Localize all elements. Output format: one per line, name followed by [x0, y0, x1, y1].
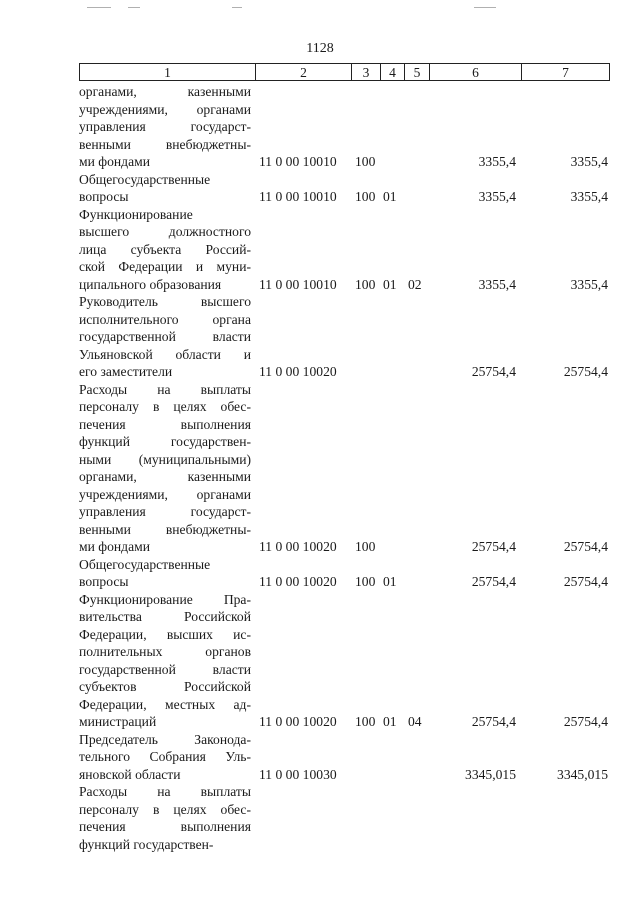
table-header	[79, 63, 610, 81]
expense-name-line: ми фондами	[79, 539, 150, 554]
expense-name-line: высшего должностного	[79, 224, 251, 239]
table-row	[79, 171, 610, 206]
expense-name-line: функций государствен-	[79, 434, 251, 449]
table-row	[79, 731, 610, 784]
expense-name-line: вопросы	[79, 189, 129, 204]
expense-name-line: учреждениями, органами	[79, 486, 251, 502]
expense-name-line: Ульяновской области и	[79, 346, 251, 362]
expense-name	[79, 783, 251, 853]
expense-name	[79, 171, 251, 206]
expense-name-line: полнительных органов	[79, 644, 251, 659]
amount-year-2: 3355,4	[570, 276, 608, 292]
target-article-code: 11 0 00 10010	[259, 189, 337, 204]
amount-year-1: 25754,4	[471, 714, 516, 729]
expense-name	[79, 591, 251, 731]
amount-year-2: 25754,4	[563, 364, 608, 379]
expense-name-line: вительства Российской	[79, 609, 251, 624]
amount-year-2: 25754,4	[563, 574, 608, 589]
expense-type-code: 100	[355, 714, 376, 729]
amount-year-1: 3345,015	[465, 766, 516, 782]
expense-name-line: Расходы на выплаты	[79, 381, 251, 397]
expense-name-line: персоналу в целях обес-	[79, 399, 251, 414]
page-number: 1128	[306, 41, 334, 56]
expense-name-line: печения выполнения	[79, 819, 251, 834]
expense-name-line: Общегосударственные	[79, 171, 211, 187]
amount-year-1: 25754,4	[471, 539, 516, 554]
expense-name-line: ными (муниципальными)	[79, 451, 251, 467]
header-col-4: 4	[381, 64, 405, 80]
section-code: 01	[383, 574, 397, 589]
expense-name-line: Федерации, высших ис-	[79, 626, 251, 642]
section-code: 01	[383, 714, 397, 729]
target-article-code: 11 0 00 10020	[259, 714, 337, 729]
expense-name	[79, 293, 251, 381]
amount-year-1: 3355,4	[478, 154, 516, 169]
scan-artifact	[232, 7, 242, 8]
expense-type-code: 100	[355, 574, 376, 589]
expense-type-code: 100	[355, 276, 376, 292]
expense-name-line: государственной власти	[79, 329, 251, 344]
expense-name	[79, 206, 251, 294]
table-row	[79, 206, 610, 294]
expense-name-line: исполнительного органа	[79, 311, 251, 327]
expense-name-line: тельного Собрания Уль-	[79, 749, 251, 764]
table-row	[79, 556, 610, 591]
expense-name-line: ской Федерации и муни-	[79, 259, 251, 274]
expense-name-line: Функционирование	[79, 206, 193, 222]
expense-name-line: функций государствен-	[79, 836, 214, 852]
target-article-code: 11 0 00 10020	[259, 574, 337, 589]
table-row	[79, 293, 610, 381]
amount-year-2: 3355,4	[570, 189, 608, 204]
header-col-7: 7	[562, 65, 569, 80]
subsection-code: 04	[408, 714, 422, 729]
expense-name-line: лица субъекта Россий-	[79, 241, 251, 257]
header-col-3: 3	[352, 64, 381, 80]
expense-name	[79, 731, 251, 784]
expense-name	[79, 83, 251, 171]
table-row	[79, 83, 610, 171]
expense-type-code: 100	[355, 154, 376, 169]
expense-name-line: государственной власти	[79, 661, 251, 677]
target-article-code: 11 0 00 10020	[259, 539, 337, 554]
expense-name-line: учреждениями, органами	[79, 101, 251, 117]
expense-name-line: субъектов Российской	[79, 679, 251, 694]
expense-name-line: органами, казенными	[79, 469, 251, 484]
expense-name-line: Общегосударственные	[79, 556, 211, 572]
amount-year-1: 25754,4	[471, 574, 516, 589]
target-article-code: 11 0 00 10020	[259, 364, 337, 379]
target-article-code: 11 0 00 10010	[259, 276, 337, 292]
table-row	[79, 591, 610, 731]
amount-year-2: 3355,4	[570, 154, 608, 169]
expense-name-line: управления государст-	[79, 504, 251, 519]
expense-name-line: ми фондами	[79, 154, 150, 169]
header-col-2: 2	[256, 64, 352, 80]
expense-name-line: Председатель Законода-	[79, 731, 251, 747]
subsection-code: 02	[408, 276, 422, 292]
expense-name-line: венными внебюджетны-	[79, 521, 251, 537]
table-row	[79, 783, 610, 853]
target-article-code: 11 0 00 10030	[259, 766, 337, 782]
expense-name-line: министраций	[79, 714, 157, 729]
expense-name	[79, 556, 251, 591]
scan-artifact	[474, 7, 496, 8]
amount-year-1: 3355,4	[478, 189, 516, 204]
expense-name-line: яновской области	[79, 766, 181, 782]
expense-name-line: вопросы	[79, 574, 129, 589]
section-code: 01	[383, 276, 397, 292]
expense-name-line: персоналу в целях обес-	[79, 801, 251, 817]
expense-name-line: Расходы на выплаты	[79, 784, 251, 799]
expense-name-line: Функционирование Пра-	[79, 591, 251, 607]
table-row	[79, 381, 610, 556]
target-article-code: 11 0 00 10010	[259, 154, 337, 169]
amount-year-2: 25754,4	[563, 539, 608, 554]
expense-name	[79, 381, 251, 556]
expense-name-line: Руководитель высшего	[79, 294, 251, 309]
expense-name-line: ципального образования	[79, 276, 222, 292]
scan-artifact	[87, 7, 111, 8]
amount-year-1: 3355,4	[478, 276, 516, 292]
budget-table-body	[79, 83, 610, 853]
section-code: 01	[383, 189, 397, 204]
expense-name-line: Федерации, местных ад-	[79, 696, 251, 712]
amount-year-1: 25754,4	[471, 364, 516, 379]
expense-name-line: управления государст-	[79, 119, 251, 134]
scan-artifact	[128, 7, 140, 8]
amount-year-2: 25754,4	[563, 714, 608, 729]
header-col-6: 6	[430, 64, 522, 80]
expense-name-line: печения выполнения	[79, 416, 251, 432]
expense-name-line: венными внебюджетны-	[79, 136, 251, 152]
expense-type-code: 100	[355, 539, 376, 554]
expense-name-line: его заместители	[79, 364, 173, 379]
header-col-1: 1	[80, 64, 256, 80]
amount-year-2: 3345,015	[557, 766, 608, 782]
expense-type-code: 100	[355, 189, 376, 204]
expense-name-line: органами, казенными	[79, 84, 251, 99]
header-col-5: 5	[405, 64, 430, 80]
